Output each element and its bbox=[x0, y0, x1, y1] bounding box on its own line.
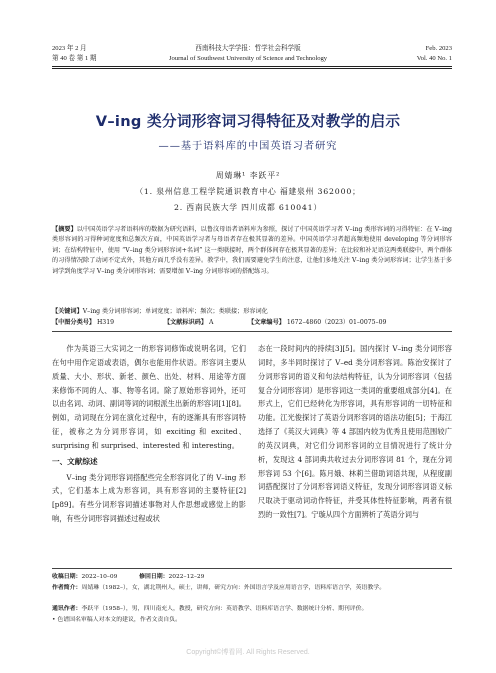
abstract-label: 【摘要】 bbox=[52, 226, 77, 233]
article-authors: 周婧琳¹ 李跃平² bbox=[215, 171, 281, 180]
header-date-en: Feb. 2023 bbox=[425, 45, 452, 52]
affiliation-2: 2. 西南民族大学 四川成都 610041） bbox=[173, 203, 322, 212]
article-number: 【文章编号】 1672–4860（2023）01–0075–09 bbox=[248, 319, 387, 326]
footnote-rule bbox=[52, 568, 452, 569]
article-title: V–ing 类分词形容词习得特征及对教学的启示 bbox=[95, 113, 401, 130]
body-column-left bbox=[52, 342, 246, 526]
header-rule-top bbox=[52, 66, 452, 67]
copyright-watermark: Copyright©博看网. All Rights Reserved. bbox=[186, 649, 310, 656]
footnote-note: • 色谱国名审稿人对本文的建议，作者文责自负。 bbox=[52, 617, 182, 623]
body-paragraph: 作为英语三大实词之一的形容词修饰或说明名词，它们在句中用作定语或表语，偶尔也能用作状语。形容词主要从质量、大小、形状、新老、颜色、出处、材料、用途等方面来修饰不同的人、事、物等名词。除了原始形容词外，还可以由名词、动词、副词等词的词根派生出新的形容词[1][8]。例如，动词现在分词在演化过程中，有的逐渐具有形容词特征，被称之为分词形容词，如 exciting 和 excited、surprising 和 surprised、interested 和 interesting。 bbox=[52, 344, 246, 450]
clc-code: 【中图分类号】 H319 bbox=[52, 319, 115, 326]
body-paragraph: V–ing 类分词形容词搭配些完全形容词化了的 V–ing 形式，它们基本上成为形容词，具有形容词的主要特征[2][p89]。有些分词形容词描述事物对人作思想或感觉上的影响，有些分词形容词描述过程或状 bbox=[52, 472, 246, 524]
affiliation-1: （1. 泉州信息工程学院通识教育中心 福建泉州 362000； bbox=[135, 187, 361, 196]
header-date: 2023 年 2 月 bbox=[52, 45, 87, 52]
section-heading: 一、文献综述 bbox=[52, 456, 98, 466]
abstract-divider bbox=[52, 331, 452, 332]
journal-name-en: Journal of Southwest University of Science and Technology bbox=[168, 55, 328, 62]
body-column-right bbox=[258, 342, 452, 522]
body-paragraph: 态在一段时间内的持续[3][5]。国内探讨 V–ing 类分词形容词时，多半同时探讨了 V–ed 类分词形容词。陈治安探讨了分词形容词的语义和句法结构特征，认为分词形容词（包括复合分词形容词）是形容词这一类词的重要组成部分[4]。在形式上，它们已经转化为形容词，具有形容词的一切特征和功能。江光俊探讨了英语分词形容词的语法功能[5]；于海江选择了《英汉大词典》等 4 部国内较为优秀且使用范围较广的英汉词典，对它们分词形容词的立目情况进行了统计分析，发现这 4 部词典共收过去分词形容词 81 个，现在分词形容词 53 个[6]。陈月娥、林莉兰借助词语共现，从程度副词搭配探讨了分词形容词语义特征，发现分词形容词语义标尺取决于驱动词动作特征，并受其体性特征影响，两者有很烈的一致性[7]。宁璇从四个方面辨析了英语分词与 bbox=[258, 344, 452, 520]
article-subtitle: ——基于语料库的中国英语习者研究 bbox=[158, 141, 338, 152]
journal-name-cn: 西南科技大学学报：哲学社会科学版 bbox=[195, 45, 301, 52]
header-volume: 第 40 卷 第 1 期 bbox=[52, 55, 97, 62]
abstract bbox=[52, 225, 452, 277]
header-volume-en: Vol. 40 No. 1 bbox=[416, 55, 452, 62]
document-code: 【文献标识码】 A bbox=[164, 319, 214, 326]
classification-line bbox=[52, 317, 452, 327]
footnote-author2: 通讯作者：李跃平（1958–），男，四川南充人，教授，研究方向：英语教学、语料库语言学、数据统计分析、期刊评价。 bbox=[52, 605, 368, 612]
footnote-author1: 作者简介：周婧琳（1982–），女，湖北荆州人，硕士，讲师，研究方向：外国语言学及应用语言学，语料库语言学，英语教学。 bbox=[52, 584, 386, 591]
keywords bbox=[52, 306, 268, 315]
footnote-dates: 收稿日期：2022–10–09 修回日期：2022–12–29 bbox=[52, 573, 205, 580]
keywords-label: 【关键词】 bbox=[52, 308, 83, 315]
keywords-text: V–ing 类分词形容词；单词宽度；语料库；频次；类联接；形容词化 bbox=[82, 308, 268, 315]
abstract-text: 以中国英语学习者语料库的数据为研究语料，以鲁汶母语者语料库为参照，探讨了中国英语学习者 V–ing 类形容词的习得特征：在 V–ing 类形容词的习得种词宽度和总频次方面，中国英语学习者与母语者存在极其显著的差异。中国英语学习者超高频地使用 developing 等分词形容词；在结构特征中，使用 “V–ing 类分词形容词+名词” 这一类联接时，两个群体间存在极其显著的差异；在比较和补足语这两类联接中，两个群体的习得情况除了动词不定式外，其他方面几乎没有差异。教学中，我们需要避免学生的注意，让他们多地关注 V–ing 类分词形容词；让学生基于多词学到角度学习 V–ing 类分词形容词；需要增加 V–ing 分词形容词的搭配练习。 bbox=[52, 226, 452, 275]
header-rule-bottom bbox=[52, 68, 452, 69]
header-right bbox=[417, 44, 452, 64]
